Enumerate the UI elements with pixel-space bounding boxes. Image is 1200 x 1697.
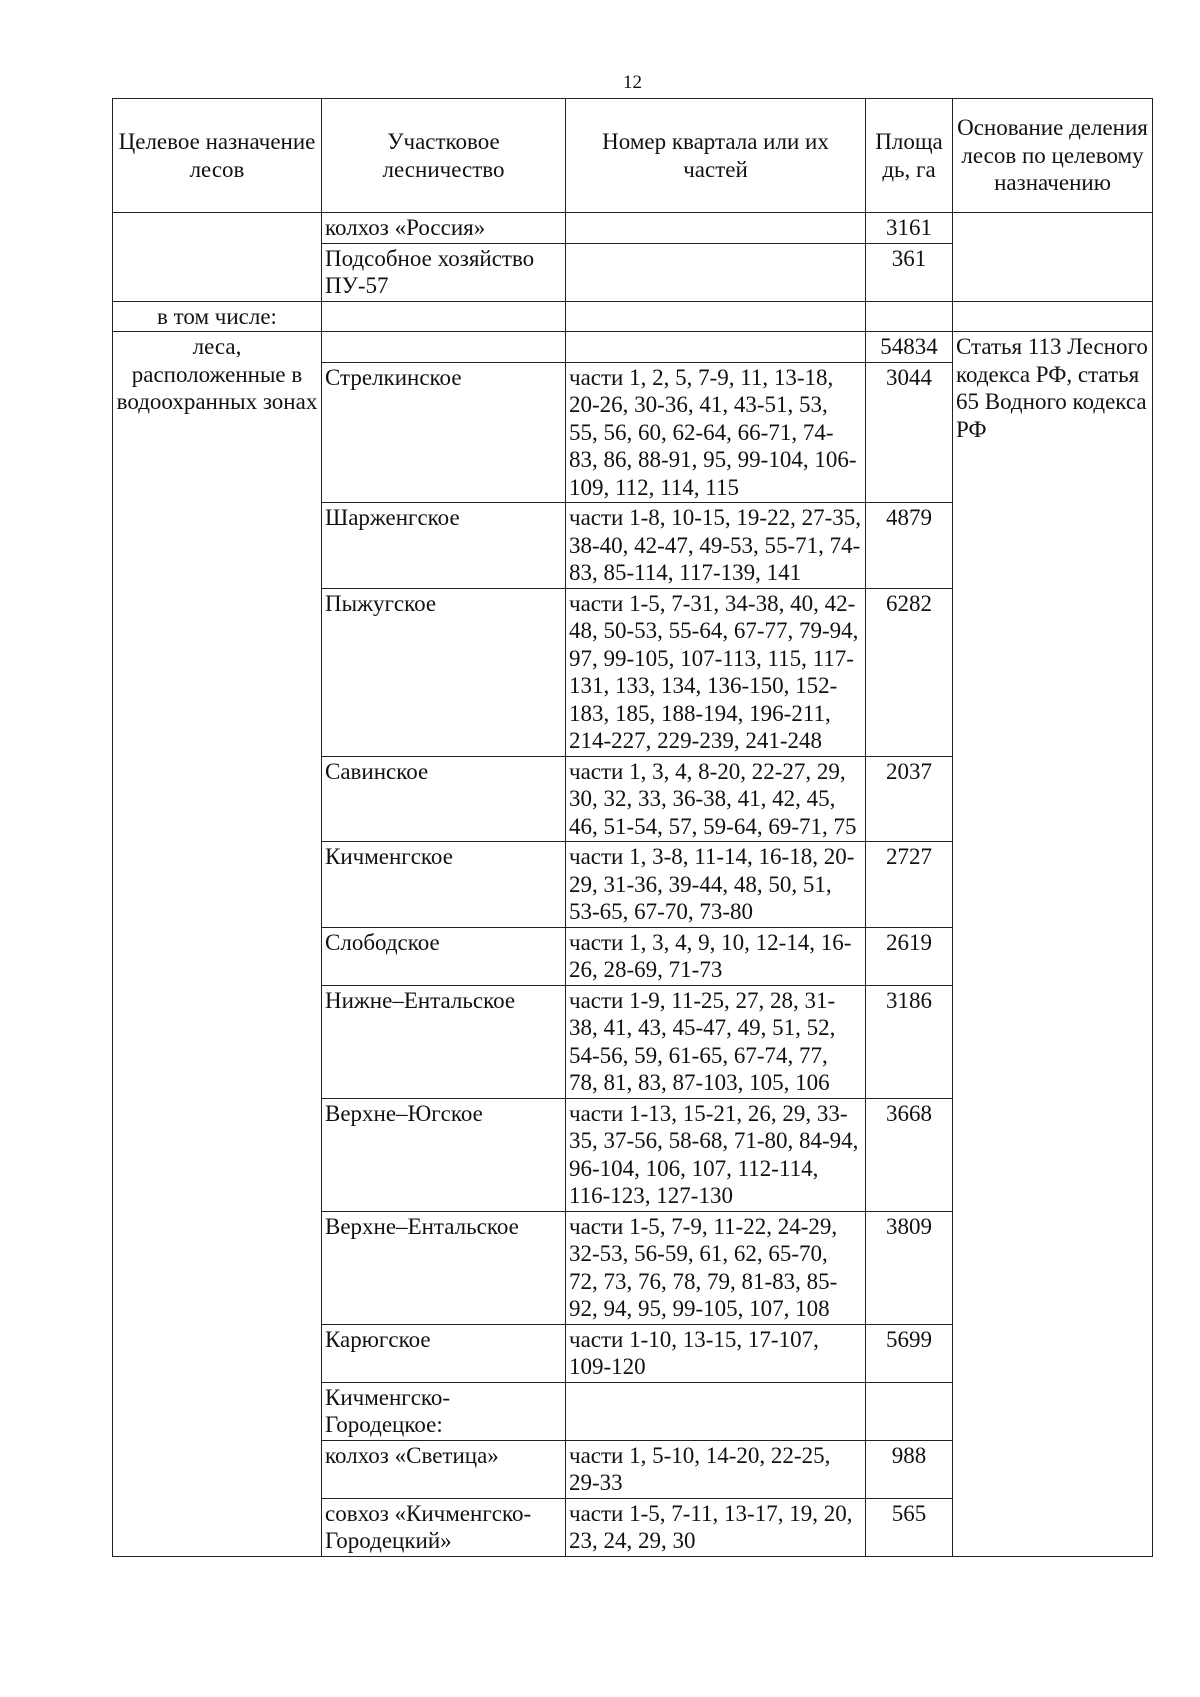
empty-cell xyxy=(866,301,953,332)
forestry-cell: Кичменгское xyxy=(322,842,566,928)
quarters-cell: части 1, 3-8, 11-14, 16-18, 20-29, 31-36, 39-44, 48, 50, 51, 53-65, 67-70, 73-80 xyxy=(566,842,866,928)
empty-cell xyxy=(953,301,1153,332)
forestry-cell: Верхне–Югское xyxy=(322,1098,566,1211)
area-cell: 6282 xyxy=(866,588,953,756)
forestry-cell: Карюгское xyxy=(322,1324,566,1382)
header-purpose: Целевое назначение лесов xyxy=(113,99,322,213)
header-quarters: Номер квартала или их частей xyxy=(566,99,866,213)
purpose-cell-empty xyxy=(113,213,322,302)
quarters-cell: части 1-5, 7-9, 11-22, 24-29, 32-53, 56-59, 61, 62, 65-70, 72, 73, 76, 78, 79, 81-83, 85-92, 94, 95, 99-105, 107, 108 xyxy=(566,1211,866,1324)
area-cell: 565 xyxy=(866,1498,953,1556)
quarters-cell: части 1-13, 15-21, 26, 29, 33-35, 37-56, 58-68, 71-80, 84-94, 96-104, 106, 107, 112-114, 116-123, 127-130 xyxy=(566,1098,866,1211)
forestry-cell: Шарженгское xyxy=(322,503,566,589)
forestry-cell: Савинское xyxy=(322,756,566,842)
group-total-area: 54834 xyxy=(866,332,953,363)
empty-cell xyxy=(322,332,566,363)
page-number: 12 xyxy=(623,72,642,93)
quarters-cell: части 1-5, 7-31, 34-38, 40, 42-48, 50-53, 55-64, 67-77, 79-94, 97, 99-105, 107-113, 115, 117-131, 133, 134, 136-150, 152-183, 185, 188-194, 196-211, 214-227, 229-239, 241-248 xyxy=(566,588,866,756)
area-cell: 2619 xyxy=(866,927,953,985)
forestry-cell: Слободское xyxy=(322,927,566,985)
empty-cell xyxy=(322,301,566,332)
quarters-cell: части 1, 5-10, 14-20, 22-25, 29-33 xyxy=(566,1440,866,1498)
area-cell: 2037 xyxy=(866,756,953,842)
quarters-cell: части 1-8, 10-15, 19-22, 27-35, 38-40, 42-47, 49-53, 55-71, 74-83, 85-114, 117-139, 141 xyxy=(566,503,866,589)
forestry-cell: Стрелкинское xyxy=(322,362,566,503)
area-cell: 4879 xyxy=(866,503,953,589)
area-cell: 2727 xyxy=(866,842,953,928)
forestry-cell: Подсобное хозяйство ПУ-57 xyxy=(322,243,566,301)
header-forestry: Участковое лесничество xyxy=(322,99,566,213)
area-cell: 361 xyxy=(866,243,953,301)
forestry-cell: Верхне–Ентальское xyxy=(322,1211,566,1324)
forestry-cell: Кичменгско-Городецкое: xyxy=(322,1382,566,1440)
quarters-cell xyxy=(566,243,866,301)
group-basis: Статья 113 Лесного кодекса РФ, статья 65 Водного кодекса РФ xyxy=(953,332,1153,1557)
including-label: в том числе: xyxy=(113,301,322,332)
quarters-cell: части 1-5, 7-11, 13-17, 19, 20, 23, 24, 29, 30 xyxy=(566,1498,866,1556)
quarters-cell: части 1-10, 13-15, 17-107, 109-120 xyxy=(566,1324,866,1382)
table-row xyxy=(113,213,1153,244)
area-cell xyxy=(866,1382,953,1440)
quarters-cell xyxy=(566,213,866,244)
table-header-row xyxy=(113,99,1153,213)
quarters-cell: части 1, 3, 4, 9, 10, 12-14, 16-26, 28-69, 71-73 xyxy=(566,927,866,985)
forestry-cell: колхоз «Россия» xyxy=(322,213,566,244)
empty-cell xyxy=(566,332,866,363)
forestry-cell: Пыжугское xyxy=(322,588,566,756)
group-purpose: леса, расположенные в водоохранных зонах xyxy=(113,332,322,1557)
quarters-cell xyxy=(566,1382,866,1440)
basis-cell-empty xyxy=(953,213,1153,302)
quarters-cell: части 1, 3, 4, 8-20, 22-27, 29, 30, 32, 33, 36-38, 41, 42, 45, 46, 51-54, 57, 59-64, 69-71, 75 xyxy=(566,756,866,842)
header-area: Площа дь, га xyxy=(866,99,953,213)
quarters-cell: части 1, 2, 5, 7-9, 11, 13-18, 20-26, 30-36, 41, 43-51, 53, 55, 56, 60, 62-64, 66-71, 74-83, 86, 88-91, 95, 99-104, 106-109, 112, 114, 115 xyxy=(566,362,866,503)
forestry-cell: совхоз «Кичменгско-Городецкий» xyxy=(322,1498,566,1556)
quarters-cell: части 1-9, 11-25, 27, 28, 31-38, 41, 43, 45-47, 49, 51, 52, 54-56, 59, 61-65, 67-74, 77, 78, 81, 83, 87-103, 105, 106 xyxy=(566,985,866,1098)
area-cell: 5699 xyxy=(866,1324,953,1382)
area-cell: 3186 xyxy=(866,985,953,1098)
area-cell: 3044 xyxy=(866,362,953,503)
area-cell: 3809 xyxy=(866,1211,953,1324)
forestry-cell: Нижне–Ентальское xyxy=(322,985,566,1098)
area-cell: 3161 xyxy=(866,213,953,244)
empty-cell xyxy=(566,301,866,332)
header-basis: Основание деления лесов по целевому назначению xyxy=(953,99,1153,213)
group-total-row xyxy=(113,332,1153,363)
forestry-cell: колхоз «Светица» xyxy=(322,1440,566,1498)
including-row xyxy=(113,301,1153,332)
forest-purpose-table xyxy=(112,98,1153,1557)
area-cell: 988 xyxy=(866,1440,953,1498)
area-cell: 3668 xyxy=(866,1098,953,1211)
